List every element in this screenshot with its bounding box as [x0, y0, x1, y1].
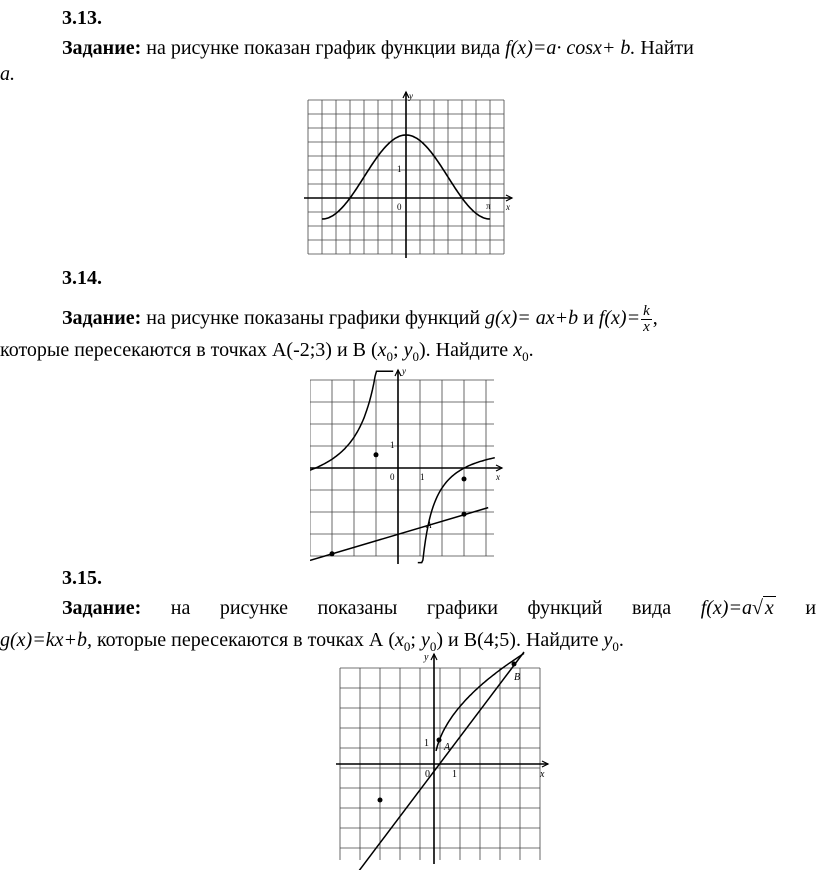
intersection-point-A — [437, 738, 442, 743]
graph-sqrt-line — [336, 648, 550, 870]
x-axis-label: x — [496, 472, 500, 482]
tick-label-y1: 1 — [390, 440, 395, 450]
marked-point — [462, 512, 467, 517]
task-text: которые пересекаются в точках А(-2;3) и В ( — [0, 339, 378, 361]
tick-label-1: 1 — [397, 164, 402, 174]
task-number: 3.13. — [62, 7, 102, 29]
origin-label: 0 — [425, 769, 430, 780]
subscript: 0 — [412, 349, 419, 364]
var: x — [513, 339, 523, 361]
sqrt-argument: x — [764, 597, 774, 619]
task-number: 3.14. — [62, 267, 102, 289]
graph-cosine — [300, 90, 518, 262]
task-formula: f(x)= — [598, 307, 641, 330]
y-axis-label: y — [402, 366, 406, 376]
graph-hyperbola-line — [310, 364, 506, 570]
task-formula: g(x)= ax+b — [485, 307, 579, 330]
y-axis-label: y — [409, 91, 413, 101]
var: y — [403, 339, 413, 361]
hyperbola-branch-right — [418, 458, 495, 563]
x-axis-label: x — [540, 769, 545, 780]
marked-point — [330, 551, 335, 556]
task-label: Задание: — [62, 597, 142, 619]
fraction-numerator: k — [643, 303, 650, 319]
task-formula: g(x)=kx+b, — [0, 629, 92, 651]
task-statement — [62, 596, 816, 620]
subscript: 0 — [429, 639, 437, 654]
task-text: на рисунке показаны графики функций — [141, 307, 486, 330]
marked-point — [378, 798, 383, 803]
tick-label-x1: 1 — [420, 472, 425, 482]
hyperbola-branch-left — [310, 371, 393, 470]
marked-point — [374, 452, 379, 457]
point-B-label: B — [514, 672, 521, 683]
task-text: на рисунке показаны графики функций вида — [170, 597, 701, 619]
task-text: a. — [0, 63, 15, 85]
var: x — [377, 339, 387, 361]
task-text: которые пересекаются в точках А ( — [91, 629, 396, 651]
origin-label: 0 — [397, 202, 402, 212]
task-label: Задание: — [62, 307, 142, 330]
y-axis-label: y — [424, 652, 429, 663]
task-text: ; — [393, 339, 404, 361]
task-text: на рисунке показан график функции вида — [141, 37, 506, 59]
x-axis-label: x — [506, 202, 510, 212]
task-text: и — [578, 307, 599, 330]
task-text: ). Найдите — [419, 339, 514, 361]
subscript: 0 — [612, 639, 619, 654]
task-statement — [62, 304, 658, 335]
subscript: 0 — [386, 349, 394, 364]
task-statement — [62, 36, 694, 60]
task-label: Задание: — [62, 37, 142, 59]
task-text: . — [618, 629, 624, 651]
subscript: 0 — [522, 349, 529, 364]
var: x — [395, 629, 404, 651]
tick-label-y1: 1 — [424, 738, 429, 749]
task-formula: f(x)=a· cosx+ b. — [505, 37, 636, 59]
sqrt-sign: √ — [751, 597, 763, 619]
linear-function-line — [340, 652, 524, 870]
task-formula: f(x)=a — [700, 597, 752, 619]
task-text: . — [528, 339, 534, 361]
point-A-label: A — [444, 742, 451, 753]
intersection-point-B — [512, 662, 517, 667]
fraction-denominator: x — [643, 319, 650, 335]
task-text: , — [652, 307, 658, 330]
var: y — [603, 629, 613, 651]
tick-label-pi: π — [486, 201, 491, 211]
task-text: и — [805, 597, 816, 619]
var: y — [420, 629, 430, 651]
task-text: ) и В(4;5). Найдите — [436, 629, 604, 651]
task-number: 3.15. — [62, 567, 102, 589]
origin-label: 0 — [390, 472, 395, 482]
task-text: Найти — [635, 37, 694, 59]
fraction — [641, 304, 652, 335]
tick-label-x1: 1 — [452, 769, 457, 780]
task-text: ; — [410, 629, 421, 651]
subscript: 0 — [403, 639, 411, 654]
marked-point — [462, 477, 467, 482]
